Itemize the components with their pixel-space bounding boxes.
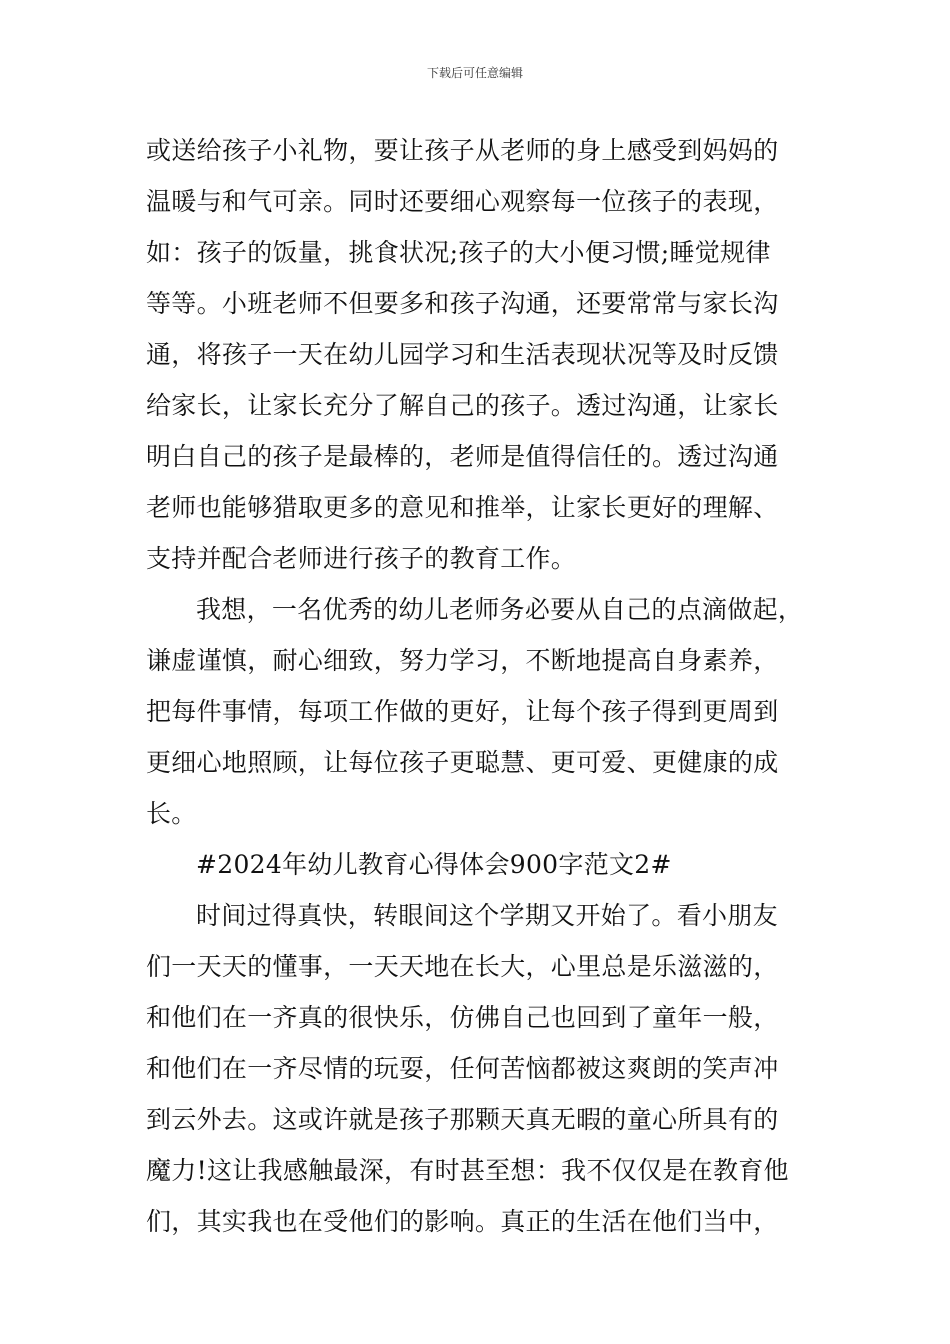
heading-line: #2024年幼儿教育心得体会900字范文2# [196, 850, 672, 879]
text-line: 把每件事情，每项工作做的更好，让每个孩子得到更周到 [146, 697, 779, 726]
text-line: 我想，一名优秀的幼儿老师务必要从自己的点滴做起， [196, 595, 804, 624]
text-line: 温暖与和气可亲。同时还要细心观察每一位孩子的表现， [146, 187, 779, 216]
text-line: 和他们在一齐尽情的玩耍，任何苦恼都被这爽朗的笑声冲 [146, 1054, 779, 1083]
text-line: 谦虚谨慎，耐心细致，努力学习，不断地提高自身素养， [146, 646, 779, 675]
text-line: 老师也能够猎取更多的意见和推举，让家长更好的理解、 [146, 493, 779, 522]
text-line: 们，其实我也在受他们的影响。真正的生活在他们当中， [146, 1207, 779, 1236]
text-line: 更细心地照顾，让每位孩子更聪慧、更可爱、更健康的成 [146, 748, 779, 777]
text-line: 魔力!这让我感触最深，有时甚至想：我不仅仅是在教育他 [146, 1156, 789, 1185]
text-line: 给家长，让家长充分了解自己的孩子。透过沟通，让家长 [146, 391, 779, 420]
text-line: 支持并配合老师进行孩子的教育工作。 [146, 544, 577, 573]
section-heading [146, 839, 826, 890]
text-line: 如：孩子的饭量，挑食状况;孩子的大小便习惯;睡觉规律 [146, 238, 771, 267]
text-line: 通，将孩子一天在幼儿园学习和生活表现状况等及时反馈 [146, 340, 779, 369]
text-line: 或送给孩子小礼物，要让孩子从老师的身上感受到妈妈的 [146, 136, 779, 165]
text-line: 等等。小班老师不但要多和孩子沟通，还要常常与家长沟 [146, 289, 779, 318]
paragraph-1 [146, 125, 826, 584]
text-line: 和他们在一齐真的很快乐，仿佛自己也回到了童年一般， [146, 1003, 779, 1032]
text-line: 长。 [146, 799, 197, 828]
document-body [146, 125, 826, 1247]
paragraph-3 [146, 890, 826, 1247]
paragraph-2 [146, 584, 826, 839]
page-header: 下载后可任意编辑 [426, 66, 523, 80]
text-line: 时间过得真快，转眼间这个学期又开始了。看小朋友 [196, 901, 778, 930]
text-line: 到云外去。这或许就是孩子那颗天真无暇的童心所具有的 [146, 1105, 779, 1134]
text-line: 们一天天的懂事，一天天地在长大，心里总是乐滋滋的， [146, 952, 779, 981]
text-line: 明白自己的孩子是最棒的，老师是值得信任的。透过沟通 [146, 442, 779, 471]
